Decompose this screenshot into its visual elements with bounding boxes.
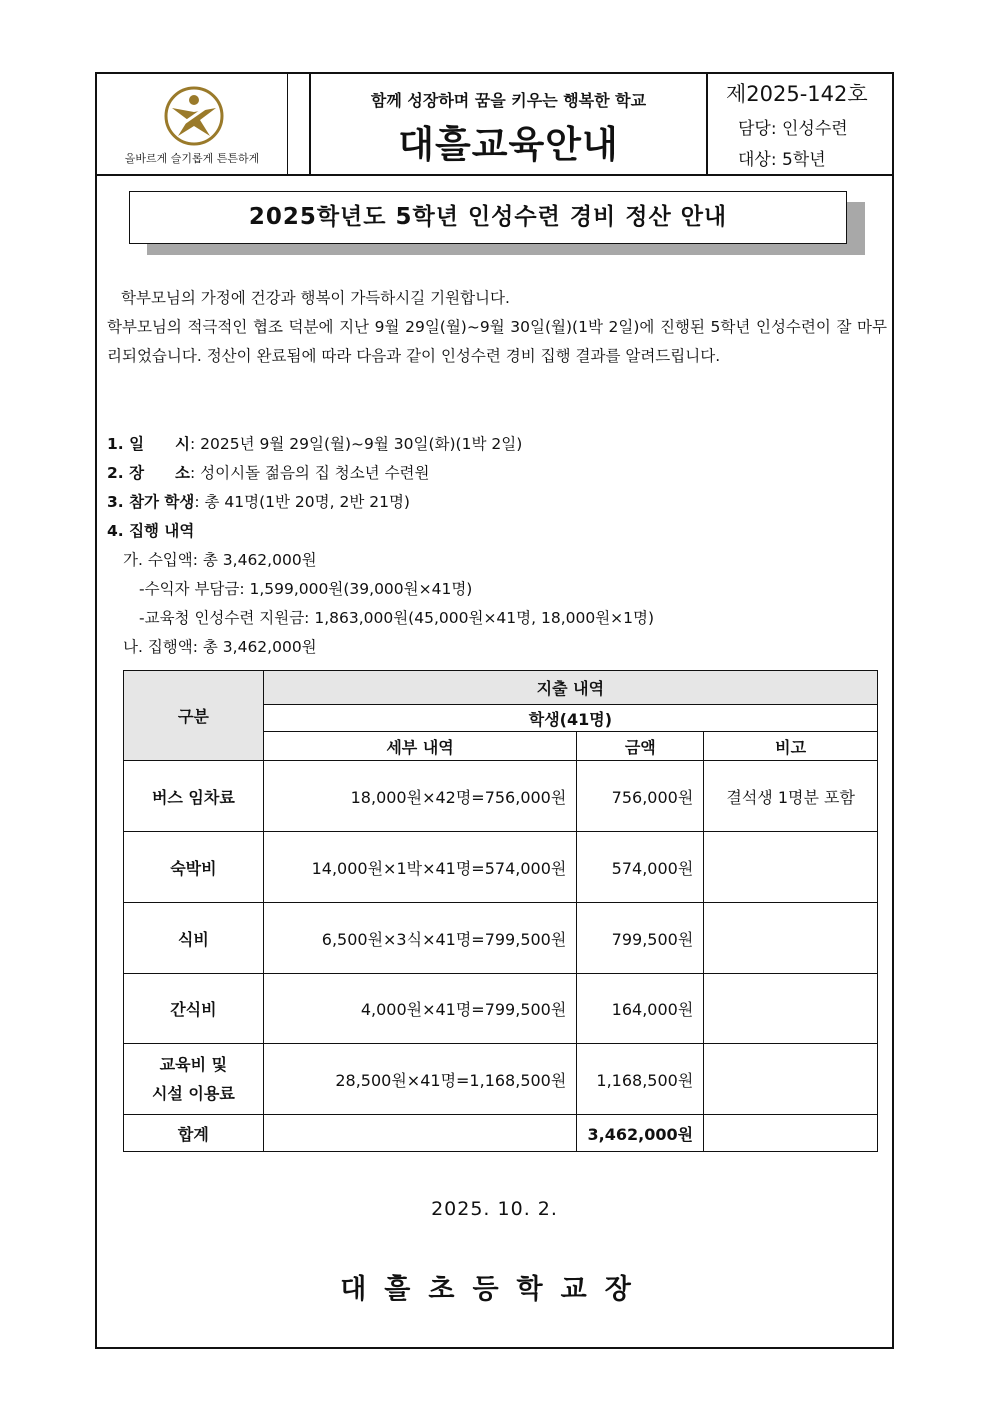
row-note: 결석생 1명분 포함 bbox=[704, 761, 878, 832]
row-note bbox=[704, 1044, 878, 1115]
table-row bbox=[124, 1044, 878, 1115]
principal-signature: 대흘초등학교장 bbox=[340, 1274, 649, 1305]
header-category: 구분 bbox=[124, 671, 264, 761]
header bbox=[97, 74, 892, 176]
item-label: 4. 집행 내역 bbox=[107, 522, 195, 540]
table-row bbox=[124, 974, 878, 1044]
row-detail: 18,000원×42명=756,000원 bbox=[263, 761, 577, 832]
row-amount: 799,500원 bbox=[577, 903, 704, 974]
item-label: 3. 참가 학생 bbox=[107, 493, 195, 511]
issue-date: 2025. 10. 2. bbox=[431, 1198, 558, 1220]
school-emblem-icon bbox=[164, 86, 224, 146]
total-note bbox=[704, 1115, 878, 1152]
logo-cell bbox=[97, 74, 288, 174]
item-date bbox=[107, 430, 887, 459]
row-detail: 4,000원×41명=799,500원 bbox=[263, 974, 577, 1044]
row-category: 숙박비 bbox=[124, 832, 264, 903]
item-participants bbox=[107, 488, 887, 517]
header-detail: 세부 내역 bbox=[263, 732, 577, 761]
row-note bbox=[704, 974, 878, 1044]
item-label: 2. 장 소 bbox=[107, 464, 191, 482]
item-execution bbox=[107, 517, 887, 546]
header-amount: 금액 bbox=[577, 732, 704, 761]
document-frame bbox=[95, 72, 894, 1349]
row-category bbox=[124, 1044, 264, 1115]
income-office: -교육청 인성수련 지원금: 1,863,000원(45,000원×41명, 18,000원×1명) bbox=[139, 609, 655, 627]
meta-cell bbox=[706, 74, 892, 174]
in-charge: 담당: 인성수련 bbox=[738, 119, 848, 139]
row-amount: 574,000원 bbox=[577, 832, 704, 903]
target-grade: 대상: 5학년 bbox=[738, 150, 826, 170]
row-note bbox=[704, 903, 878, 974]
row-detail: 28,500원×41명=1,168,500원 bbox=[263, 1044, 577, 1115]
expense-table bbox=[123, 670, 878, 1152]
document-number: 제2025-142호 bbox=[726, 82, 868, 106]
intro-paragraph: 학부모님의 적극적인 협조 덕분에 지난 9월 29일(월)~9월 30일(월)(1박 2일)에 진행된 5학년 인성수련이 잘 마무리되었습니다. 정산이 완료됨에 따라 다음과 같이 인성수련 경비 집행 결과를 알려드립니다. bbox=[107, 318, 887, 365]
item-value: : 2025년 9월 29일(월)~9월 30일(화)(1박 2일) bbox=[190, 435, 523, 453]
header-students: 학생(41명) bbox=[263, 705, 877, 732]
title-cell bbox=[309, 74, 708, 174]
header-note: 비고 bbox=[704, 732, 878, 761]
income-total: 가. 수입액: 총 3,462,000원 bbox=[123, 551, 317, 569]
greeting: 학부모님의 가정에 건강과 행복이 가득하시길 기원합니다. bbox=[121, 289, 510, 307]
page-title: 2025학년도 5학년 인성수련 경비 정산 안내 bbox=[129, 191, 847, 244]
header-expense: 지출 내역 bbox=[263, 671, 877, 705]
row-category: 버스 임차료 bbox=[124, 761, 264, 832]
row-detail: 14,000원×1박×41명=574,000원 bbox=[263, 832, 577, 903]
item-value: : 총 41명(1반 20명, 2반 21명) bbox=[194, 493, 410, 511]
income-parent: -수익자 부담금: 1,599,000원(39,000원×41명) bbox=[139, 580, 473, 598]
total-detail bbox=[263, 1115, 577, 1152]
table-row bbox=[124, 761, 878, 832]
school-motto: 올바르게 슬기롭게 튼튼하게 bbox=[124, 152, 260, 165]
item-list bbox=[107, 430, 887, 662]
row-note bbox=[704, 832, 878, 903]
row-category: 간식비 bbox=[124, 974, 264, 1044]
table-row bbox=[124, 903, 878, 974]
item-label: 1. 일 시 bbox=[107, 435, 191, 453]
newsletter-title: 대흘교육안내 bbox=[398, 123, 619, 166]
row-amount: 164,000원 bbox=[577, 974, 704, 1044]
expense-total: 나. 집행액: 총 3,462,000원 bbox=[123, 638, 317, 656]
row-amount: 756,000원 bbox=[577, 761, 704, 832]
row-amount: 1,168,500원 bbox=[577, 1044, 704, 1115]
item-place bbox=[107, 459, 887, 488]
row-detail: 6,500원×3식×41명=799,500원 bbox=[263, 903, 577, 974]
table-row bbox=[124, 832, 878, 903]
row-category-line2: 시설 이용료 bbox=[151, 1084, 235, 1103]
school-slogan: 함께 성장하며 꿈을 키우는 행복한 학교 bbox=[370, 91, 647, 110]
total-row bbox=[124, 1115, 878, 1152]
total-amount: 3,462,000원 bbox=[577, 1115, 704, 1152]
item-value: : 성이시돌 젊음의 집 청소년 수련원 bbox=[190, 464, 430, 482]
row-category: 식비 bbox=[124, 903, 264, 974]
row-category-line1: 교육비 및 bbox=[159, 1055, 228, 1074]
total-label: 합계 bbox=[124, 1115, 264, 1152]
